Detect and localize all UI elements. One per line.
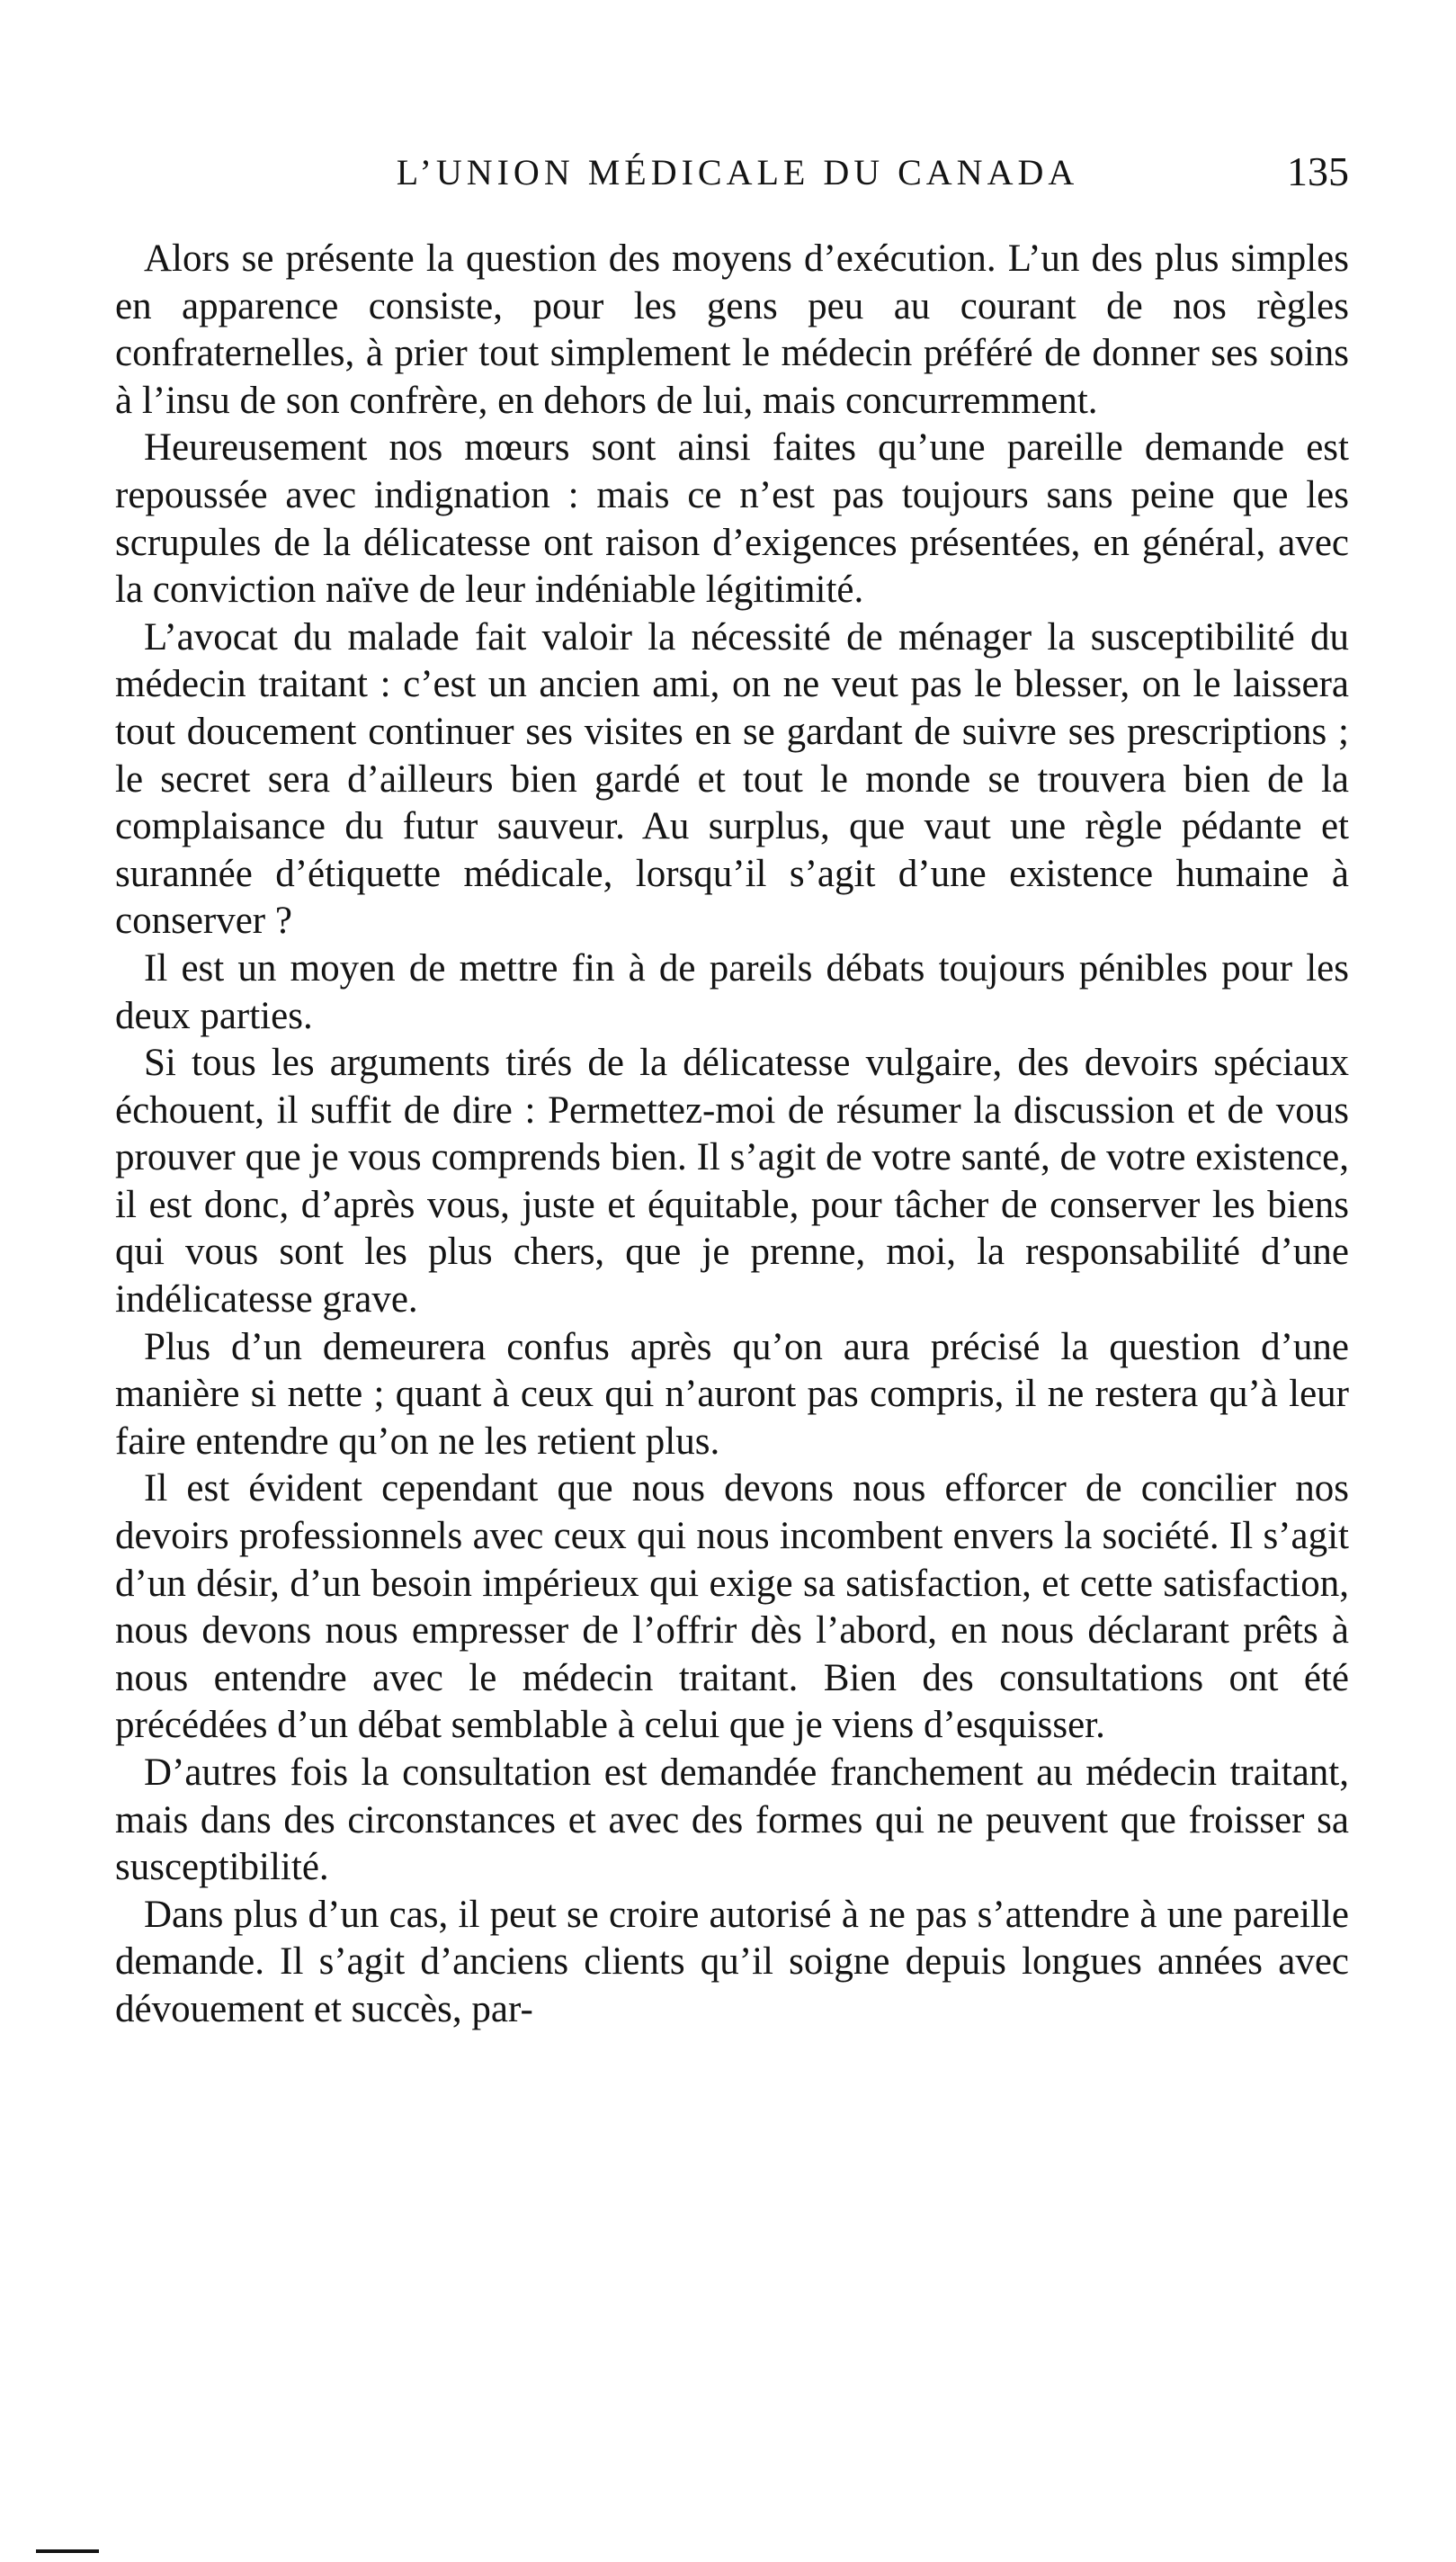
paragraph: Dans plus d’un cas, il peut se croire autorisé à ne pas s’attendre à une pareille demande. Il s’agit d’anciens clients qu’il soigne depuis longues années avec dévouement et succès, par- — [115, 1893, 1349, 2030]
paragraph: Alors se présente la question des moyens d’exécution. L’un des plus simples en apparence consiste, pour les gens peu au courant de nos règles confraternelles, à prier tout simplement le médecin préféré de donner ses soins à l’insu de son confrère, en dehors de lui, mais concurremment. — [115, 237, 1349, 422]
paragraph: D’autres fois la consultation est demandée franchement au médecin traitant, mais dans des circonstances et avec des formes qui ne peuvent que froisser sa susceptibilité. — [115, 1751, 1349, 1889]
paragraph: L’avocat du malade fait valoir la nécessité de ménager la susceptibilité du médecin traitant : c’est un ancien ami, on ne veut pas le blesser, on le laissera tout doucement continuer ses visites en se gardant de suivre ses prescriptions ; le secret sera d’ailleurs bien gardé et tout le monde se trouvera bien de la complaisance du futur sauveur. Au surplus, que vaut une règle pédante et surannée d’étiquette médicale, lorsqu’il s’agit d’une existence humaine à conserver ? — [115, 615, 1349, 943]
page-number: 135 — [1287, 148, 1349, 194]
body-text — [115, 236, 1349, 2034]
paragraph: Heureusement nos mœurs sont ainsi faites qu’une pareille demande est repoussée avec indignation : mais ce n’est pas toujours sans peine que les scrupules de la délicatesse ont raison d’exigences présentées, en général, avec la conviction naïve de leur indéniable légitimité. — [115, 426, 1349, 612]
page-header — [126, 148, 1349, 205]
paragraph: Il est évident cependant que nous devons nous efforcer de concilier nos devoirs professionnels avec ceux qui nous incombent envers la société. Il s’agit d’un désir, d’un besoin impérieux qui exige sa satisfaction, et cette satisfaction, nous devons nous empresser de l’offrir dès l’abord, en nous déclarant prêts à nous entendre avec le médecin traitant. Bien des consultations ont été précédées d’un débat semblable à celui que je viens d’esquisser. — [115, 1467, 1349, 1747]
paragraph: Si tous les arguments tirés de la délicatesse vulgaire, des devoirs spéciaux échouent, il suffit de dire : Permettez-moi de résumer la discussion et de vous prouver que je vous comprends bien. Il s’agit de votre santé, de votre existence, il est donc, d’après vous, juste et équitable, pour tâcher de conserver les biens qui vous sont les plus chers, que je prenne, moi, la responsabilité d’une indélicatesse grave. — [115, 1042, 1349, 1321]
paragraph: Plus d’un demeurera confus après qu’on aura précisé la question d’une manière si nette ; quant à ceux qui n’auront pas compris, il ne restera qu’à leur faire entendre qu’on ne les retient plus. — [115, 1325, 1349, 1463]
running-head: L’UNION MÉDICALE DU CANADA — [396, 152, 1079, 193]
scan-edge-mark — [36, 2549, 99, 2553]
paragraph: Il est un moyen de mettre fin à de pareils débats toujours pénibles pour les deux parties. — [115, 946, 1349, 1037]
